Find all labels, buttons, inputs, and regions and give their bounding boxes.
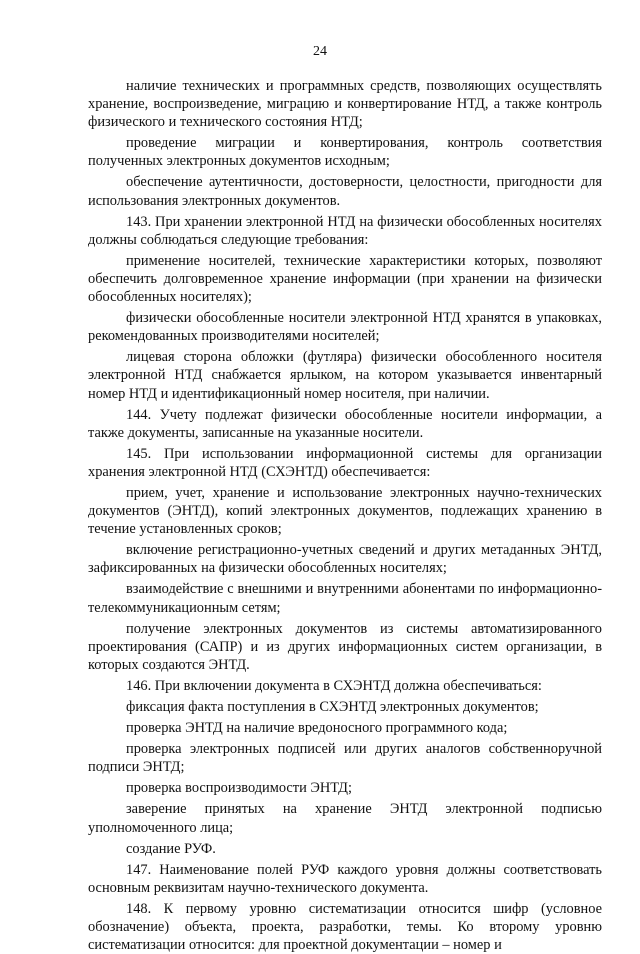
paragraph-22: 148. К первому уровню систематизации относится шифр (условное обозначение) объекта, проекта, разработки, темы. Ко второму уровню систематизации относится: для проектной документации – номер и [88, 900, 602, 954]
paragraph-19: заверение принятых на хранение ЭНТД электронной подписью уполномоченного лица; [88, 801, 602, 836]
paragraph-12: взаимодействие с внешними и внутренними абонентами по информационно-телекоммуникационным сетям; [88, 581, 602, 616]
paragraph-20: создание РУФ. [126, 840, 216, 857]
paragraph-16: проверка ЭНТД на наличие вредоносного программного кода; [126, 720, 508, 737]
paragraph-1: наличие технических и программных средств, позволяющих осуществлять хранение, воспроизведение, миграцию и конвертирование НТД, а также контроль физического и технического состояния НТД; [88, 78, 602, 131]
paragraph-8: 144. Учету подлежат физически обособленные носители информации, а также документы, записанные на указанные носители. [88, 406, 602, 441]
paragraph-15: фиксация факта поступления в СХЭНТД электронных документов; [126, 699, 539, 715]
paragraph-11: включение регистрационно-учетных сведений и других метаданных ЭНТД, зафиксированных на физически обособленных носителях; [88, 542, 602, 577]
paragraph-18: проверка воспроизводимости ЭНТД; [126, 780, 352, 797]
paragraph-7: лицевая сторона обложки (футляра) физически обособленного носителя электронной НТД снабжается ярлыком, на котором указывается инвентарный номер НТД и идентификационный номер носителя, при наличии. [88, 349, 602, 402]
paragraph-4: 143. При хранении электронной НТД на физически обособленных носителях должны соблюдаться следующие требования: [88, 213, 602, 248]
paragraph-13: получение электронных документов из системы автоматизированного проектирования (САПР) и из других информационных систем организации, в которых создаются ЭНТД. [88, 620, 602, 673]
paragraph-5: применение носителей, технические характеристики которых, позволяют обеспечить долговременное хранение информации (при хранении на физически обособленных носителях); [88, 252, 602, 306]
paragraph-17: проверка электронных подписей или других аналогов собственноручной подписи ЭНТД; [88, 741, 602, 776]
body-text [88, 77, 602, 954]
paragraph-3: обеспечение аутентичности, достоверности, целостности, пригодности для использования электронных документов. [88, 174, 602, 209]
paragraph-2: проведение миграции и конвертирования, контроль соответствия полученных электронных документов исходным; [88, 135, 602, 170]
page-number: 24 [313, 44, 327, 59]
paragraph-21: 147. Наименование полей РУФ каждого уровня должны соответствовать основным реквизитам научно-технического документа. [88, 861, 602, 896]
paragraph-10: прием, учет, хранение и использование электронных научно-технических документов (ЭНТД), копий электронных документов, подлежащих хранению в течение установленных сроков; [88, 484, 602, 538]
paragraph-14: 146. При включении документа в СХЭНТД должна обеспечиваться: [126, 677, 542, 694]
paragraph-9: 145. При использовании информационной системы для организации хранения электронной НТД (СХЭНТД) обеспечивается: [88, 445, 602, 480]
paragraph-6: физически обособленные носители электронной НТД хранятся в упаковках, рекомендованных производителями носителей; [88, 310, 602, 345]
